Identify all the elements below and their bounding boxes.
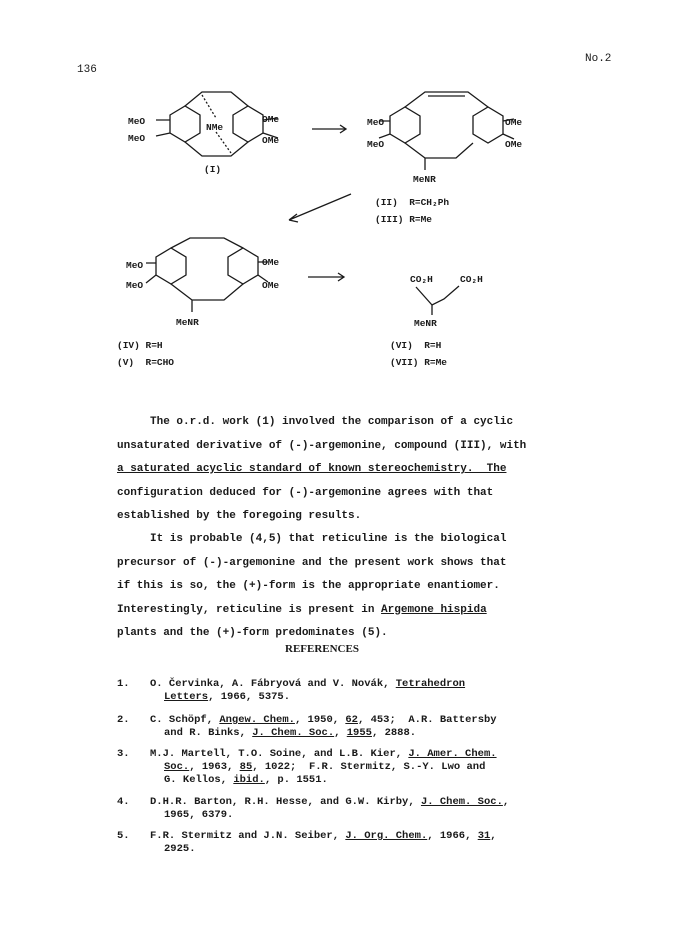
body-paragraph-1: [117, 411, 547, 529]
group-label: CO₂H: [410, 274, 433, 285]
text-line: The o.r.d. work (1) involved the comparison of a cyclic: [150, 416, 514, 428]
compound-II-structure: [379, 92, 514, 170]
compound-label: (II) R=CH₂Ph: [375, 197, 450, 208]
journal-issue: No.2: [585, 53, 612, 65]
text-line: plants and the (+)-form predominates (5).: [117, 627, 388, 639]
group-label: CO₂H: [460, 274, 483, 285]
compound-label: (III) R=Me: [375, 214, 433, 225]
group-label: MeO: [126, 280, 144, 291]
group-label: MeO: [367, 117, 385, 128]
reaction-scheme: [0, 0, 680, 380]
group-label: OMe: [262, 280, 280, 291]
group-label: OMe: [262, 257, 280, 268]
group-label: MeNR: [413, 174, 436, 185]
text-line: configuration deduced for (-)-argemonine agrees with that: [117, 486, 494, 499]
species-name: Argemone hispida: [381, 603, 487, 616]
page-number: 136: [77, 64, 97, 76]
reaction-arrow-1: [312, 125, 346, 133]
reaction-arrow-2: [289, 194, 351, 222]
text-line: Interestingly, reticuline is present in Argemone hispida: [117, 603, 487, 616]
references-heading: REFERENCES: [285, 643, 359, 655]
compound-IV-structure: [146, 238, 268, 312]
text-line: a saturated acyclic standard of known stereochemistry. The: [117, 463, 507, 475]
group-label: MeO: [367, 139, 385, 150]
group-label: MeNR: [176, 317, 199, 328]
group-label: MeO: [128, 116, 146, 127]
group-label: OMe: [505, 139, 523, 150]
compound-label: (I): [204, 164, 222, 175]
text-line: established by the foregoing results.: [117, 510, 362, 522]
compound-label: (IV) R=H: [117, 340, 163, 351]
reaction-arrow-3: [308, 273, 344, 281]
group-label: OMe: [262, 135, 280, 146]
group-label: NMe: [206, 122, 224, 133]
group-label: OMe: [262, 114, 280, 125]
text-line: It is probable (4,5) that reticuline is the biological: [150, 533, 507, 545]
text-line: if this is so, the (+)-form is the appropriate enantiomer.: [117, 580, 500, 592]
group-label: MeNR: [414, 318, 437, 329]
compound-VI-structure: [416, 286, 459, 315]
text-line: precursor of (-)-argemonine and the present work shows that: [117, 556, 507, 569]
group-label: MeO: [128, 133, 146, 144]
compound-label: (VI) R=H: [390, 340, 442, 351]
compound-label: (VII) R=Me: [390, 357, 448, 368]
group-label: OMe: [505, 117, 523, 128]
group-label: MeO: [126, 260, 144, 271]
body-paragraph-2: [117, 528, 547, 646]
text-line: unsaturated derivative of (-)-argemonine, compound (III), with: [117, 439, 527, 452]
compound-label: (V) R=CHO: [117, 357, 175, 368]
